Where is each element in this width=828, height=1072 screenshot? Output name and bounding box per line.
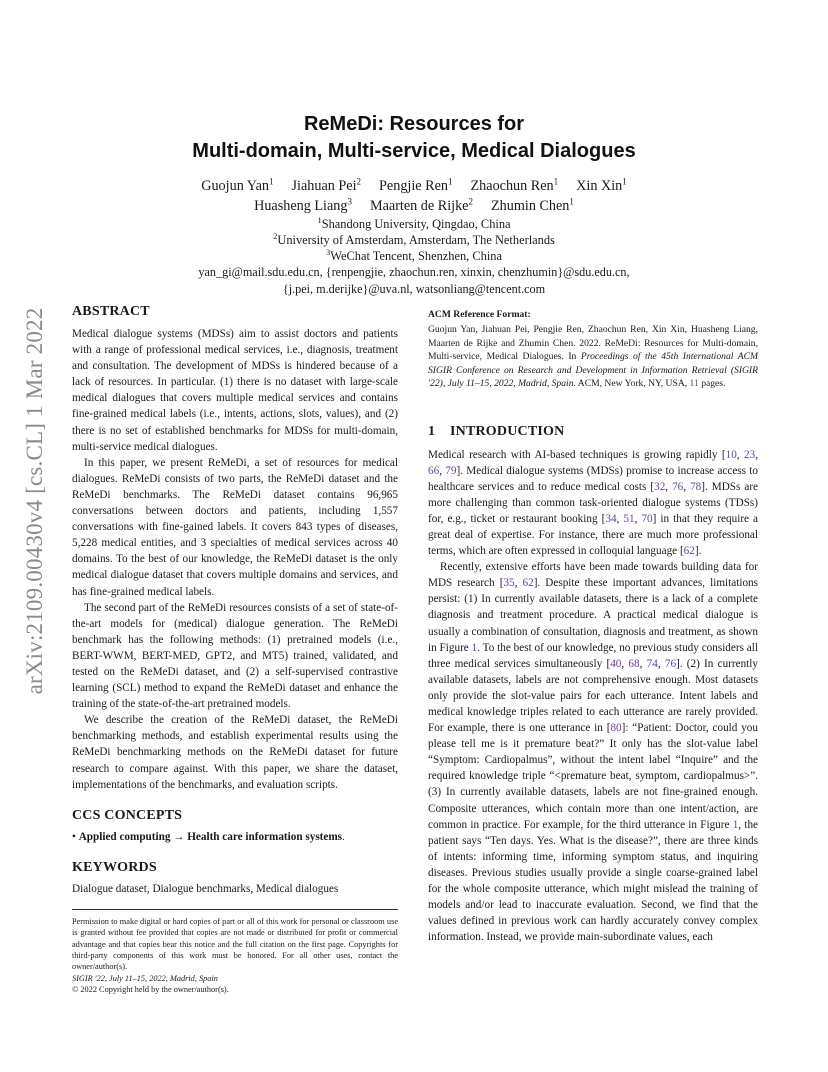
affiliation-marker: 2: [468, 196, 473, 207]
affiliation-marker: 2: [356, 176, 362, 187]
affiliation-list: [70, 216, 758, 264]
author-row: [70, 176, 758, 196]
right-column: [428, 308, 758, 945]
citation-link[interactable]: 1: [471, 641, 478, 654]
author-name: [471, 176, 559, 196]
author-name: [201, 176, 273, 196]
arxiv-side-stamp: [22, 292, 48, 710]
author-name-text: Maarten de Rijke: [369, 198, 469, 214]
paragraph-text: ,: [665, 480, 673, 493]
author-name: [576, 176, 627, 196]
affiliation-marker: 1: [317, 214, 322, 225]
author-name-text: Huasheng Liang: [254, 198, 348, 214]
section-number: 1: [428, 423, 436, 439]
paragraph-text: , the patient says “Ten days. Yes. What is the disease?”, there are three kinds of intents: informing time, informing symptom status, and inquiring diseases. Previous studies usually provide a single coarse-grained label for the whole composite utterance, which might mislead the training of models and/or lead to inaccurate evaluation. Second, we find that the values defined in previous work can hardly accurately convey complex information. Instead, we provide main-subordinate values, each: [428, 818, 759, 944]
paragraph-text: ]. Medical dialogue systems (MDSs) promise to increase access to healthcare services and to reduce medical costs [: [428, 464, 759, 493]
affiliation-text: WeChat Tencent, Shenzhen, China: [330, 249, 502, 263]
paragraph-text: ,: [514, 577, 523, 590]
ccs-concept-end: .: [342, 830, 345, 843]
citation-link[interactable]: 35: [503, 577, 515, 590]
affiliation-marker: 3: [326, 246, 331, 257]
paragraph-text: ,: [621, 657, 629, 670]
citation-link[interactable]: 78: [690, 480, 702, 493]
citation-link[interactable]: 74: [646, 657, 658, 670]
acm-reference-authors: Guojun Yan, Jiahuan Pei, Pengjie Ren, Zhaochun Ren, Xin Xin, Huasheng Liang, Maarten de Rijke and Zhumin Chen. 2022. ReMeDi: Resources for Multi-domain, Multi-service, Medical Dialogues. In: [428, 324, 758, 362]
citation-link[interactable]: 79: [445, 464, 457, 477]
abstract-paragraph: We describe the creation of the ReMeDi dataset, the ReMeDi benchmarking methods, and establish experimental results using the ReMeDi benchmarking methods on the ReMeDi dataset for future research to compare against. With this paper, we share the dataset, implementations of the benchmarks, and evaluation scripts.: [72, 714, 398, 791]
paragraph-text: ]. MDSs are more challenging than common task-oriented dialogue systems (TDSs) for, e.g., ticket or restaurant booking [: [428, 480, 759, 525]
citation-link[interactable]: 62: [683, 545, 695, 558]
citation-link[interactable]: 23: [744, 448, 756, 461]
abstract-heading: ABSTRACT: [72, 304, 150, 319]
author-name-text: Zhumin Chen: [490, 198, 570, 214]
affiliation-marker: 2: [273, 230, 278, 241]
citation-link[interactable]: 66: [428, 464, 440, 477]
paragraph-text: ,: [639, 657, 647, 670]
affiliation: [70, 216, 758, 232]
citation-link[interactable]: 10: [725, 448, 737, 461]
affiliation-text: University of Amsterdam, Amsterdam, The Netherlands: [277, 233, 555, 247]
citation-link[interactable]: 62: [522, 577, 534, 590]
paragraph-text: Medical research with AI-based techniques is growing rapidly [: [428, 448, 726, 461]
citation-link[interactable]: 76: [664, 657, 677, 670]
citation-link[interactable]: 32: [654, 480, 666, 493]
author-name: [491, 196, 574, 216]
paragraph-text: ]. Despite these important advances, limitations persist: (1) In currently available datasets, there is a lack of a complete diagnosis and treatment procedure. A practical medical dialogue is usually a combination of consultation, diagnosis and treatment, as shown in Figure: [428, 577, 758, 654]
ccs-concept-text: Applied computing → Health care information systems: [78, 830, 343, 843]
paragraph-text: ].: [694, 545, 702, 558]
affiliation: [70, 232, 758, 248]
acm-reference-publisher: ACM, New York, NY, USA,: [575, 378, 690, 389]
author-name: [379, 176, 452, 196]
abstract-paragraph: Medical dialogue systems (MDSs) aim to assist doctors and patients with a range of professional medical services, i.e., diagnosis, treatment and consultation. The development of MDSs is hindered because of a lack of resources. In particular. (1) there is no dataset with large-scale medical dialogues that covers multiple medical services and contains fine-grained medical labels (i.e., intents, actions, slots, values), and (2) there is no set of established benchmarks for MDSs for multi-domain, multi-service medical dialogues.: [72, 328, 398, 453]
author-name: [292, 176, 362, 196]
affiliation-marker: 3: [347, 196, 352, 207]
title-line-1: ReMeDi: Resources for: [303, 113, 525, 135]
venue-line: SIGIR '22, July 11–15, 2022, Madrid, Spain: [72, 973, 218, 983]
left-column: [72, 303, 398, 996]
affiliation-marker: 1: [622, 176, 627, 187]
paragraph-text: ,: [736, 448, 745, 461]
keywords-heading: KEYWORDS: [72, 859, 157, 875]
paragraph-text: ,: [616, 512, 624, 525]
affiliation-marker: 1: [269, 176, 274, 187]
ccs-concepts-heading: CCS CONCEPTS: [72, 807, 183, 823]
keywords-text: Dialogue dataset, Dialogue benchmarks, Medical dialogues: [72, 882, 339, 895]
author-name-text: Guojun Yan: [201, 178, 270, 194]
citation-link[interactable]: 76: [672, 480, 684, 493]
footnote-rule: [72, 909, 398, 910]
title-line-2: Multi-domain, Multi-service, Medical Dialogues: [192, 140, 636, 162]
paragraph-text: Recently, extensive efforts have been made towards building data for MDS research [: [428, 561, 758, 590]
paragraph-text: ]. (2) In currently available datasets, labels are not comprehensive enough. Most datasets only provide the slot-value pairs for each utterance. Intent labels and medical knowledge triples related to each utterance are rarely provided. For example, there is one utterance in [: [428, 657, 758, 735]
paragraph-text: ,: [657, 657, 665, 670]
paragraph-text: ,: [634, 512, 642, 525]
copyright-line: © 2022 Copyright held by the owner/author(s).: [72, 985, 229, 995]
introduction-paragraph: [428, 447, 758, 560]
citation-link[interactable]: 70: [641, 512, 653, 525]
acm-reference-text: [428, 323, 758, 391]
affiliation-marker: 1: [569, 196, 574, 207]
author-name-text: Pengjie Ren: [379, 178, 449, 194]
copyright-footnote: [72, 916, 398, 996]
author-emails: yan_gi@mail.sdu.edu.cn, {renpengjie, zhaochun.ren, xinxin, chenzhumin}@sdu.edu.cn,: [198, 265, 630, 279]
paragraph-text: ]: “Patient: Doctor, could you please tell me is it premature beat?” It only has the slot-value label “Symptom: Cardiopalmus”, without the intent label “Inquire” and the required knowledge triple “<premature beat, symptom, cardiopalmus>”. (3) In currently available datasets, labels are not fine-grained enough. Composite utterances, which contain more than one intent/action, are common in practice. For example, for the third utterance in Figure: [428, 722, 758, 831]
paragraph-text: . To the best of our knowledge, no previous study considers all three medical services simultaneously [: [428, 641, 758, 670]
acm-reference-pages-suffix: pages.: [698, 378, 726, 389]
abstract-paragraph: The second part of the ReMeDi resources consists of a set of state-of-the-art models for (medical) dialogue generation. The ReMeDi benchmark has the following methods: (1) pretrained models (i.e., BERT-WWM, BERT-MED, GPT2, and MT5) trained, validated, and tested on the ReMeDi dataset, and (2) a self-supervised contrastive learning (SCL) method to expand the ReMeDi dataset and enhance the training of the state-of-the-art pretrained models.: [72, 601, 398, 711]
paragraph-text: ,: [439, 464, 446, 477]
author-emails: {j.pei, m.derijke}@uva.nl, watsonliang@tencent.com: [282, 282, 546, 296]
introduction-heading: [428, 423, 758, 441]
author-name-text: Jiahuan Pei: [291, 178, 357, 194]
permission-notice: Permission to make digital or hard copies of part or all of this work for personal or classroom use is granted without fee provided that copies are not made or distributed for profit or commercial advantage and that copies bear this notice and the full citation on the first page. Copyrights for third-party components of this work must be honored. For all other uses, contact the owner/author(s).: [72, 916, 398, 972]
citation-link[interactable]: 1: [732, 818, 739, 831]
acm-reference-proceedings: Proceedings of the 45th International ACM SIGIR Conference on Research and Development in Information Retrieval (SIGIR '22), July 11–15, 2022, Madrid, Spain.: [428, 351, 758, 389]
citation-link[interactable]: 68: [628, 657, 640, 670]
introduction-paragraph: [428, 559, 758, 945]
paper-title: [100, 111, 728, 165]
citation-link[interactable]: 51: [623, 512, 635, 525]
abstract-paragraph: In this paper, we present ReMeDi, a set of resources for medical dialogues. ReMeDi consists of two parts, the ReMeDi dataset and the ReMeDi benchmarks. The ReMeDi dataset contains 96,965 conversations between doctors and patients, including 1,557 conversations with fine-gained labels. It covers 843 types of diseases, 5,228 medical entities, and 3 specialties of medical services across 40 domains. To the best of our knowledge, the ReMeDi dataset is the only medical dialogue dataset that covers multiple domains and services, and has fine-grained medical labels.: [72, 456, 398, 598]
citation-link[interactable]: 80: [610, 722, 622, 735]
author-name-text: Zhaochun Ren: [470, 178, 554, 194]
section-title: INTRODUCTION: [450, 423, 565, 439]
citation-link[interactable]: 40: [610, 657, 622, 670]
citation-link[interactable]: 34: [605, 512, 617, 525]
affiliation-text: Shandong University, Qingdao, China: [321, 217, 511, 231]
acm-reference-heading: ACM Reference Format:: [428, 309, 531, 320]
paragraph-text: ,: [683, 480, 691, 493]
page-count-link[interactable]: 11: [689, 378, 699, 389]
affiliation-marker: 1: [553, 176, 559, 187]
affiliation: [70, 248, 758, 264]
author-name: [254, 196, 352, 216]
author-name-text: Xin Xin: [576, 178, 623, 194]
author-name: [370, 196, 473, 216]
bullet: •: [72, 830, 76, 843]
affiliation-marker: 1: [448, 176, 453, 187]
arxiv-id-text: arXiv:2109.00430v4 [cs.CL] 1 Mar 2022: [22, 307, 47, 695]
paragraph-text: ,: [755, 448, 759, 461]
author-block: [70, 176, 758, 298]
ccs-concept-item: [72, 829, 398, 845]
paragraph-text: ] in that they require a great deal of expertise. For instance, there are much more professional terms, which are often expressed in colloquial language [: [428, 512, 759, 558]
author-row: [70, 196, 758, 216]
